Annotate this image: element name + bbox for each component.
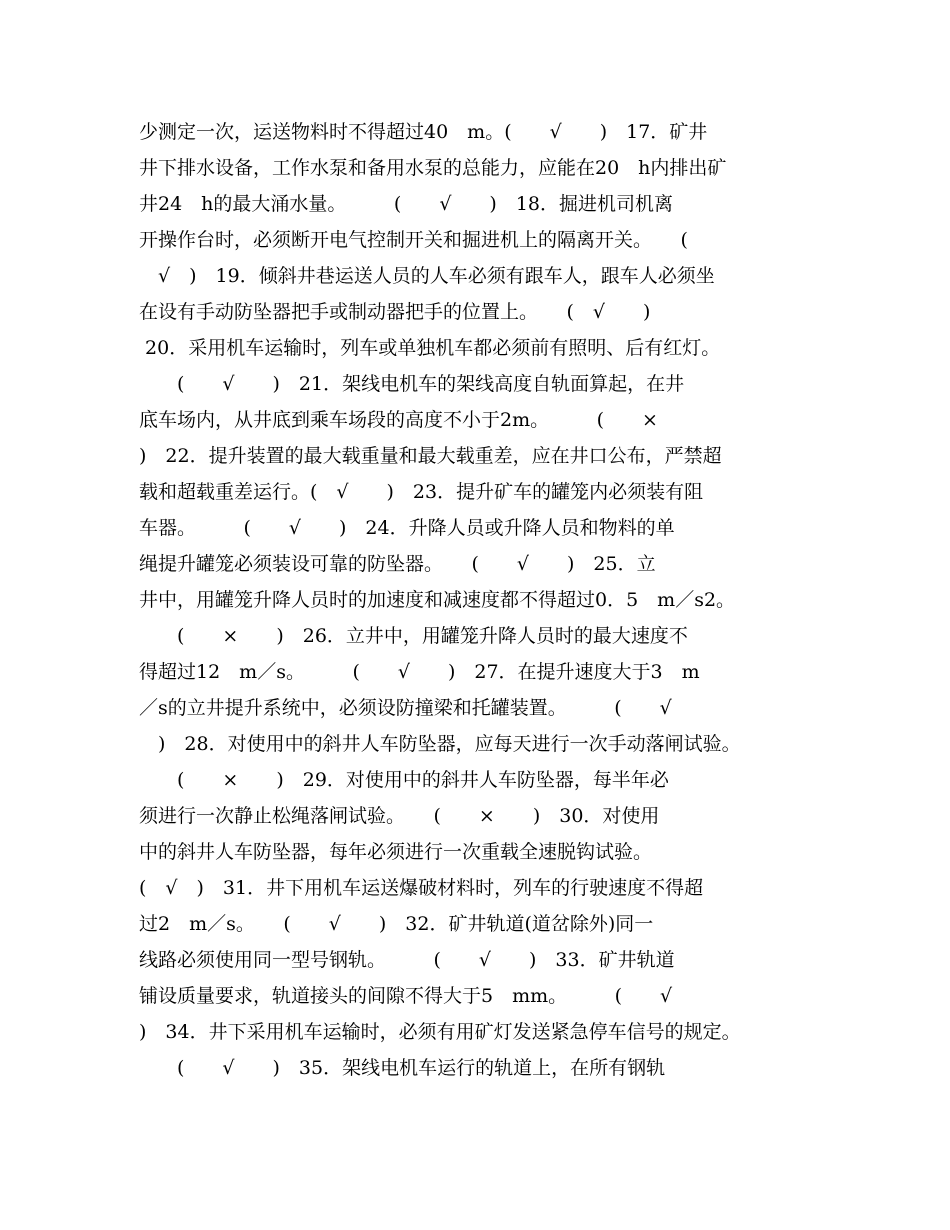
text-line-15: ( × ) 26．立井中，用罐笼升降人员时的最大速度不: [139, 625, 688, 647]
text-line-12: 车器。 ( √ ) 24．升降人员或升降人员和物料的单: [139, 517, 675, 539]
text-line-7: 20．采用机车运输时，列车或单独机车都必须前有照明、后有红灯。: [139, 337, 721, 359]
text-line-18: ) 28．对使用中的斜井人车防坠器，应每天进行一次手动落闸试验。: [139, 733, 741, 755]
text-line-4: 开操作台时，必须断开电气控制开关和掘进机上的隔离开关。 (: [139, 229, 688, 251]
text-line-24: 线路必须使用同一型号钢轨。 ( √ ) 33．矿井轨道: [139, 949, 675, 971]
text-line-23: 过2 m／s。 ( √ ) 32．矿井轨道(道岔除外)同一: [139, 913, 654, 935]
text-line-14: 井中，用罐笼升降人员时的加速度和减速度都不得超过0．5 m／s2。: [139, 589, 736, 611]
text-line-27: ( √ ) 35．架线电机车运行的轨道上，在所有钢轨: [139, 1057, 666, 1079]
text-line-13: 绳提升罐笼必须装设可靠的防坠器。 ( √ ) 25．立: [139, 553, 656, 575]
text-line-3: 井24 h的最大涌水量。 ( √ ) 18．掘进机司机离: [139, 193, 674, 215]
text-line-20: 须进行一次静止松绳落闸试验。 ( × ) 30．对使用: [139, 805, 660, 827]
text-line-16: 得超过12 m／s。 ( √ ) 27．在提升速度大于3 m: [139, 661, 700, 683]
text-line-25: 铺设质量要求，轨道接头的间隙不得大于5 mm。 ( √: [139, 985, 673, 1007]
text-line-10: ) 22．提升装置的最大载重量和最大载重差，应在井口公布，严禁超: [139, 445, 722, 467]
text-line-26: ) 34．井下采用机车运输时，必须有用矿灯发送紧急停车信号的规定。: [139, 1021, 741, 1043]
text-line-2: 井下排水设备，工作水泵和备用水泵的总能力，应能在20 h内排出矿: [139, 157, 727, 179]
text-line-9: 底车场内，从井底到乘车场段的高度不小于2m。 ( ×: [139, 409, 658, 431]
text-line-17: ／s的立井提升系统中，必须设防撞梁和托罐装置。 ( √: [139, 697, 672, 719]
text-line-6: 在设有手动防坠器把手或制动器把手的位置上。 ( √ ): [139, 301, 651, 323]
document-body: [139, 114, 819, 1086]
text-line-11: 载和超载重差运行。( √ ) 23．提升矿车的罐笼内必须装有阻: [139, 481, 704, 503]
text-line-8: ( √ ) 21．架线电机车的架线高度自轨面算起，在井: [139, 373, 685, 395]
text-line-1: 少测定一次，运送物料时不得超过40 m。( √ ) 17．矿井: [139, 121, 708, 143]
text-line-22: ( √ ) 31．井下用机车运送爆破材料时，列车的行驶速度不得超: [139, 877, 704, 899]
text-line-21: 中的斜井人车防坠器，每年必须进行一次重载全速脱钩试验。: [139, 841, 653, 863]
text-line-5: √ ) 19．倾斜井巷运送人员的人车必须有跟车人，跟车人必须坐: [139, 265, 715, 287]
text-line-19: ( × ) 29．对使用中的斜井人车防坠器，每半年必: [139, 769, 669, 791]
